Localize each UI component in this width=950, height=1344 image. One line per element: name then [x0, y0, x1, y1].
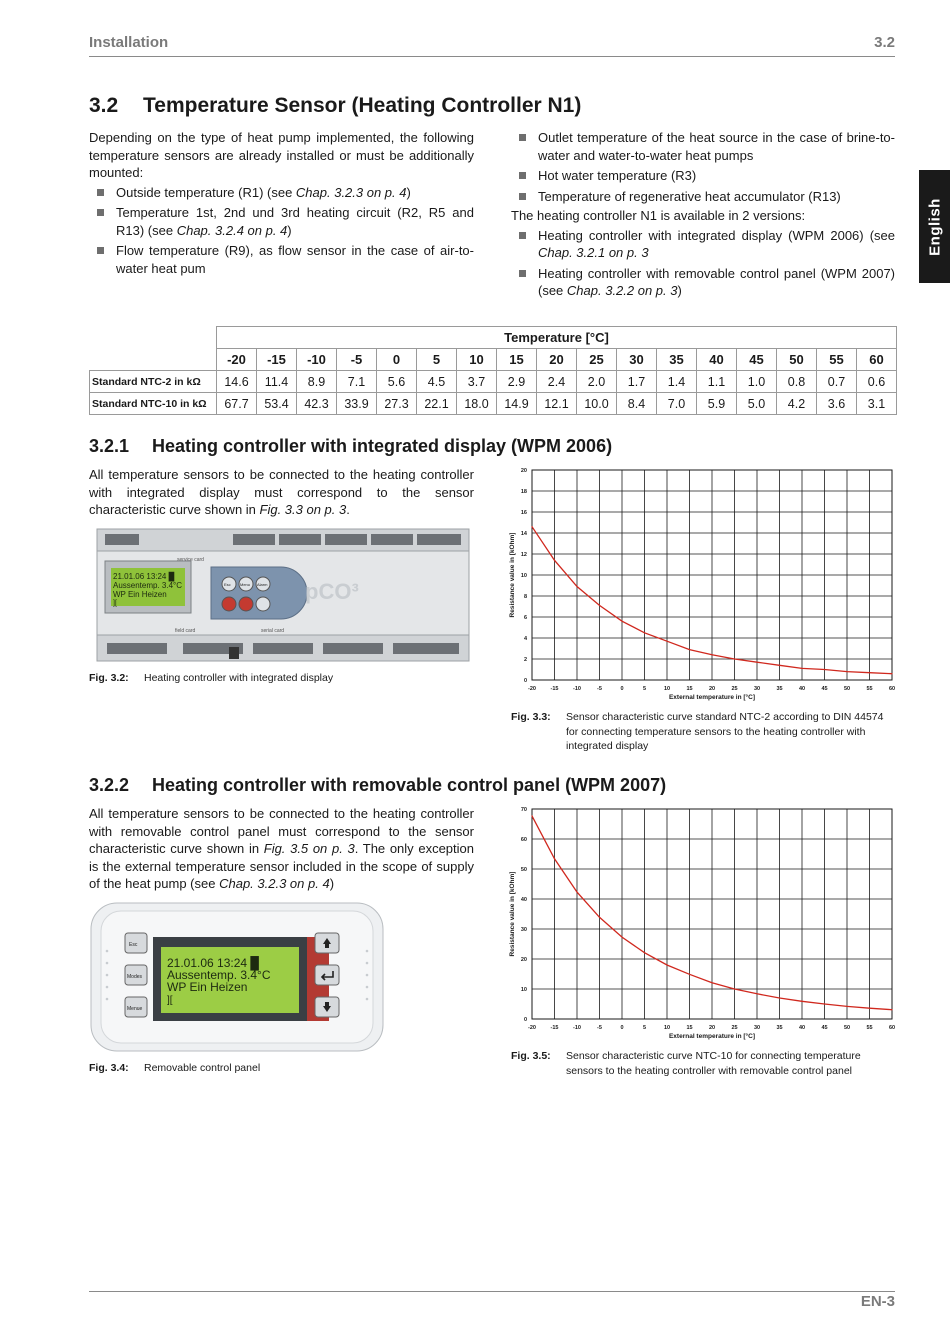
table-column-header: -15	[257, 349, 297, 371]
esc-button-label: Esc	[224, 582, 231, 587]
x-tick-label: -10	[573, 686, 581, 692]
header-rule	[89, 56, 895, 57]
table-column-header: 15	[497, 349, 537, 371]
lcd-line-3: WP Ein Heizen	[167, 980, 248, 994]
list-item: Hot water temperature (R3)	[511, 167, 895, 185]
lcd-line-4: ][	[113, 600, 117, 607]
y-tick-label: 8	[523, 594, 527, 600]
table-column-header: 0	[377, 349, 417, 371]
y-tick-label: 10	[520, 987, 527, 993]
data-point	[621, 621, 622, 622]
ntc10-characteristic-chart	[506, 803, 898, 1041]
list-item: Outlet temperature of the heat source in the case of brine-to-water and water-to-water heat pumps	[511, 129, 895, 164]
y-tick-label: 70	[520, 807, 527, 813]
subsection-title-3-2-1: 3.2.1 Heating controller with integrated display (WPM 2006)	[89, 436, 613, 456]
subsection-title-3-2-2: 3.2.2 Heating controller with removable control panel (WPM 2007)	[89, 775, 667, 795]
data-point	[576, 586, 577, 587]
y-tick-label: 50	[520, 867, 527, 873]
y-tick-label: 40	[520, 897, 527, 903]
table-cell: 33.9	[337, 393, 377, 415]
data-point	[621, 937, 622, 938]
x-tick-label: 60	[888, 1025, 896, 1031]
y-tick-label: 0	[523, 1017, 527, 1023]
table-cell: 1.7	[617, 371, 657, 393]
intro-paragraph: Depending on the type of heat pump implemented, the following temperature sensors are already installed or must be additionally mounted:	[89, 130, 474, 180]
lcd-line-1: 21.01.06 13:24 █	[113, 572, 175, 581]
table-cell: 8.9	[297, 371, 337, 393]
y-tick-label: 0	[523, 678, 527, 684]
x-tick-label: 5	[642, 686, 647, 692]
y-tick-label: 2	[523, 657, 527, 663]
subsection-paragraph-3-2-2: All temperature sensors to be connected to the heating controller with removable control panel must correspond to the sensor characteristic curve shown in Fig. 3.5 on p. 3. The only exception is the external temperature sensor included in the scope of supply of the heat pump (see Chap. 3.2.3 on p. 4)	[89, 806, 474, 891]
x-tick-label: -10	[573, 1025, 581, 1031]
ntc2-characteristic-chart	[506, 464, 898, 702]
data-point	[846, 671, 847, 672]
footer-rule	[89, 1291, 895, 1292]
table-cell: 2.0	[577, 371, 617, 393]
table-column-header: 10	[457, 349, 497, 371]
table-cell: 12.1	[537, 393, 577, 415]
x-tick-label: 60	[888, 686, 896, 692]
data-point	[869, 672, 870, 673]
list-item: Heating controller with integrated display (WPM 2006) (see Chap. 3.2.1 on p. 3	[511, 227, 895, 262]
data-point	[824, 1003, 825, 1004]
data-point	[531, 526, 532, 527]
data-point	[869, 1008, 870, 1009]
intro-column-left	[89, 129, 474, 280]
x-tick-label: 30	[753, 1025, 761, 1031]
list-item: Heating controller with removable control panel (WPM 2007) (see Chap. 3.2.2 on p. 3)	[511, 265, 895, 300]
data-point	[599, 917, 600, 918]
page-number: EN-3	[860, 1293, 895, 1310]
menu-button-label: Menu	[240, 582, 251, 587]
x-tick-label: 0	[620, 1025, 624, 1031]
table-cell: 10.0	[577, 393, 617, 415]
data-point	[554, 858, 555, 859]
table-cell: 67.7	[217, 393, 257, 415]
y-tick-label: 20	[520, 957, 527, 963]
table-cell: 5.9	[697, 393, 737, 415]
table-column-header: 60	[857, 349, 897, 371]
versions-intro: The heating controller N1 is available in 2 versions:	[511, 208, 806, 223]
x-tick-label: 20	[708, 686, 716, 692]
data-point	[734, 658, 735, 659]
table-row	[90, 371, 897, 393]
data-point	[644, 952, 645, 953]
x-tick-label: 50	[843, 686, 851, 692]
table-cell: 22.1	[417, 393, 457, 415]
field-card-label: field card	[175, 628, 196, 634]
chapter-reference: Chap. 3.2.4 on p. 4	[176, 222, 288, 238]
data-point	[891, 673, 892, 674]
table-cell: 27.3	[377, 393, 417, 415]
modes-button-label: Modes	[127, 974, 143, 980]
x-tick-label: 25	[731, 1025, 738, 1031]
versions-list	[511, 227, 895, 300]
row-label: Standard NTC-2 in kΩ	[90, 371, 217, 393]
table-cell: 53.4	[257, 393, 297, 415]
data-point	[666, 964, 667, 965]
table-cell: 11.4	[257, 371, 297, 393]
sensor-list-right	[511, 129, 895, 205]
service-card-label: service card	[177, 557, 204, 563]
table-column-header: 35	[657, 349, 697, 371]
x-tick-label: 40	[798, 1025, 806, 1031]
table-cell: 4.5	[417, 371, 457, 393]
y-tick-label: 12	[520, 552, 527, 558]
figure-3-4-caption: Fig. 3.4: Removable control panel	[89, 1062, 261, 1074]
x-tick-label: 10	[663, 1025, 671, 1031]
table-cell: 8.4	[617, 393, 657, 415]
table-cell: 1.1	[697, 371, 737, 393]
table-column-header: 25	[577, 349, 617, 371]
y-tick-label: 6	[523, 615, 527, 621]
x-tick-label: 50	[843, 1025, 851, 1031]
x-tick-label: 25	[731, 686, 738, 692]
x-tick-label: -5	[597, 686, 602, 692]
y-tick-label: 30	[520, 927, 527, 933]
data-point	[801, 1001, 802, 1002]
data-point	[801, 668, 802, 669]
x-tick-label: 0	[620, 686, 624, 692]
table-cell: 1.4	[657, 371, 697, 393]
data-point	[554, 560, 555, 561]
pco-logo: pCO³	[305, 579, 359, 604]
section-title: 3.2 Temperature Sensor (Heating Controller N1)	[89, 94, 582, 117]
x-tick-label: -15	[550, 686, 559, 692]
x-tick-label: 20	[708, 1025, 716, 1031]
figure-3-2-caption: Fig. 3.2: Heating controller with integrated display	[89, 672, 334, 684]
heating-controller-integrated-display-image	[93, 527, 473, 665]
subsection-paragraph-3-2-1: All temperature sensors to be connected to the heating controller with integrated display must correspond to the sensor characteristic curve shown in Fig. 3.3 on p. 3.	[89, 467, 474, 517]
y-tick-label: 60	[520, 837, 527, 843]
table-column-header: 30	[617, 349, 657, 371]
sensor-list-left	[89, 184, 474, 278]
x-tick-label: -20	[528, 686, 536, 692]
language-tab	[919, 170, 950, 283]
table-cell: 0.6	[857, 371, 897, 393]
data-point	[531, 815, 532, 816]
table-cell: 2.4	[537, 371, 577, 393]
data-point	[689, 649, 690, 650]
x-tick-label: 55	[866, 1025, 873, 1031]
table-column-header: 5	[417, 349, 457, 371]
x-tick-label: 45	[821, 686, 828, 692]
figure-3-3-caption: Fig. 3.3: Sensor characteristic curve standard NTC-2 according to DIN 44574 for connecting temperature sensors to the heating controller with integrated display	[511, 711, 884, 752]
table-column-header: 20	[537, 349, 577, 371]
chapter-reference: Chap. 3.2.2 on p. 3	[566, 283, 678, 298]
y-axis-label: Resistance value in [kOhm]	[509, 871, 516, 957]
lcd-line-4: ][	[167, 995, 173, 1006]
x-tick-label: -20	[528, 1025, 536, 1031]
figure-3-5-caption: Fig. 3.5: Sensor characteristic curve NTC-10 for connecting temperature sensors to the heating controller with removable control panel	[511, 1050, 861, 1077]
data-point	[891, 1009, 892, 1010]
removable-control-panel-image	[89, 901, 385, 1053]
list-item: Flow temperature (R9), as flow sensor in the case of air-to-water heat pum	[89, 242, 474, 277]
lcd-line-3: WP Ein Heizen	[113, 590, 167, 599]
running-header-section: Installation	[89, 34, 169, 51]
data-point	[599, 605, 600, 606]
running-header-number: 3.2	[874, 34, 895, 51]
table-column-header: 55	[817, 349, 857, 371]
x-tick-label: 35	[776, 686, 783, 692]
language-tab-label: English	[926, 197, 943, 256]
x-tick-label: 15	[686, 686, 693, 692]
data-point	[846, 1006, 847, 1007]
y-tick-label: 10	[520, 573, 527, 579]
data-point	[756, 662, 757, 663]
x-axis-label: External temperature in [°C]	[668, 1033, 756, 1040]
list-item: Temperature 1st, 2nd und 3rd heating circuit (R2, R5 and R13) (see Chap. 3.2.4 on p. 4)	[89, 204, 474, 239]
data-point	[779, 665, 780, 666]
table-column-header: 45	[737, 349, 777, 371]
figure-reference: Fig. 3.3 on p. 3	[259, 502, 347, 517]
data-point	[666, 641, 667, 642]
x-tick-label: 40	[798, 686, 806, 692]
y-tick-label: 16	[520, 510, 527, 516]
table-column-header: 40	[697, 349, 737, 371]
table-header-temperature: Temperature [°C]	[217, 327, 897, 349]
table-cell: 7.0	[657, 393, 697, 415]
x-tick-label: 55	[866, 686, 873, 692]
x-tick-label: -5	[597, 1025, 602, 1031]
y-tick-label: 20	[520, 468, 527, 474]
table-cell: 3.7	[457, 371, 497, 393]
table-cell: 5.6	[377, 371, 417, 393]
table-cell: 0.7	[817, 371, 857, 393]
table-cell: 18.0	[457, 393, 497, 415]
x-axis-label: External temperature in [°C]	[668, 694, 756, 701]
data-point	[779, 997, 780, 998]
lcd-line-2: Aussentemp. 3.4°C	[167, 968, 271, 982]
table-cell: 14.6	[217, 371, 257, 393]
menue-button-label: Menue	[127, 1006, 143, 1012]
y-tick-label: 18	[520, 489, 527, 495]
table-cell: 14.9	[497, 393, 537, 415]
lcd-line-1: 21.01.06 13:24 █	[167, 956, 259, 970]
table-column-header: -20	[217, 349, 257, 371]
x-tick-label: 35	[776, 1025, 783, 1031]
data-point	[576, 892, 577, 893]
y-tick-label: 4	[523, 636, 527, 642]
table-cell: 3.6	[817, 393, 857, 415]
table-cell: 5.0	[737, 393, 777, 415]
table-column-header: -10	[297, 349, 337, 371]
temperature-resistance-table	[89, 326, 897, 415]
data-point	[711, 654, 712, 655]
row-label: Standard NTC-10 in kΩ	[90, 393, 217, 415]
table-cell: 7.1	[337, 371, 377, 393]
table-cell: 42.3	[297, 393, 337, 415]
table-cell: 1.0	[737, 371, 777, 393]
x-tick-label: -15	[550, 1025, 559, 1031]
lcd-line-2: Aussentemp. 3.4°C	[113, 581, 183, 590]
alarm-button-label: Alarm	[257, 582, 268, 587]
chapter-reference: Chap. 3.2.1 on p. 3	[538, 245, 649, 260]
table-cell: 0.8	[777, 371, 817, 393]
intro-column-right	[511, 129, 895, 303]
table-row	[90, 393, 897, 415]
data-point	[711, 982, 712, 983]
x-tick-label: 45	[821, 1025, 828, 1031]
serial-card-label: serial card	[261, 628, 285, 634]
esc-button-label: Esc	[129, 942, 138, 948]
figure-reference: Fig. 3.5 on p. 3	[263, 841, 355, 856]
x-tick-label: 30	[753, 686, 761, 692]
list-item: Outside temperature (R1) (see Chap. 3.2.3 on p. 4)	[89, 184, 474, 202]
chapter-reference: Chap. 3.2.3 on p. 4	[219, 876, 330, 891]
data-point	[824, 669, 825, 670]
y-tick-label: 14	[520, 531, 527, 537]
data-point	[644, 632, 645, 633]
table-column-header: 50	[777, 349, 817, 371]
data-point	[689, 974, 690, 975]
table-cell: 3.1	[857, 393, 897, 415]
x-tick-label: 15	[686, 1025, 693, 1031]
data-point	[734, 988, 735, 989]
list-item: Temperature of regenerative heat accumulator (R13)	[511, 188, 895, 206]
x-tick-label: 5	[642, 1025, 647, 1031]
chapter-reference: Chap. 3.2.3 on p. 4	[295, 184, 407, 200]
table-column-header: -5	[337, 349, 377, 371]
y-axis-label: Resistance value in [kOhm]	[509, 532, 516, 618]
table-cell: 2.9	[497, 371, 537, 393]
data-point	[756, 993, 757, 994]
table-cell: 4.2	[777, 393, 817, 415]
x-tick-label: 10	[663, 686, 671, 692]
